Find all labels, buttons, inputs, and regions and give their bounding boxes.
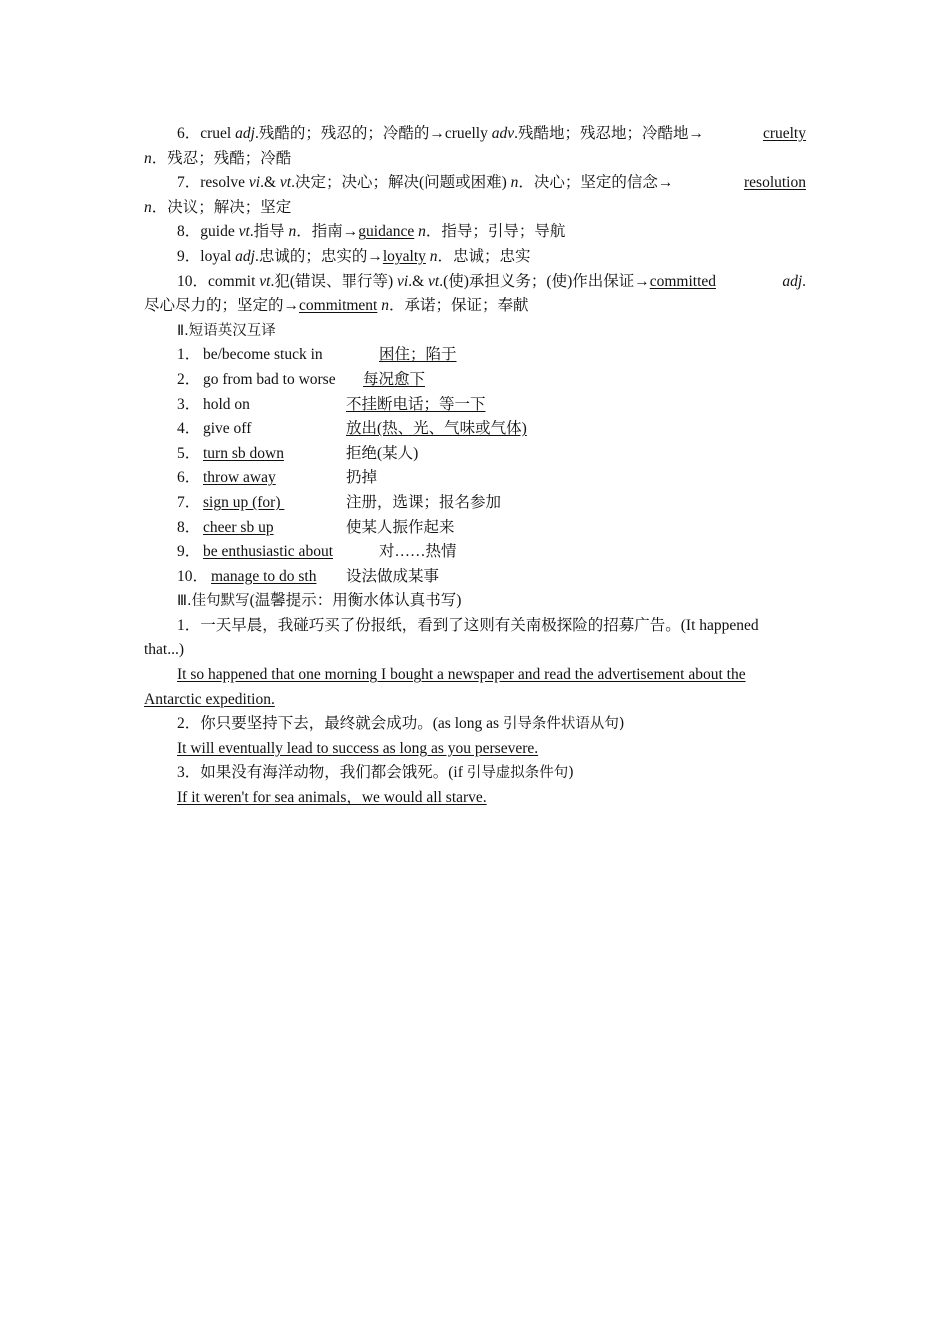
pos: vt [279, 174, 292, 192]
answer-text: It so happened that one morning I bought a newspaper and read the advertisement about the [177, 666, 746, 684]
section-3-title: Ⅲ.佳句默写 [177, 593, 250, 610]
vocab-item-7-cont [144, 196, 806, 221]
phrase-cn: 拒绝(某人) [346, 444, 419, 462]
phrase-row-10 [144, 565, 806, 590]
vocab-item-6-cont [144, 147, 806, 172]
pos: vt [238, 223, 250, 241]
sentence-2-question [144, 712, 806, 737]
phrase-cn-answer: 困住；陷于 [379, 346, 457, 364]
pos: n [144, 149, 152, 167]
phrase-row-7 [144, 491, 806, 516]
pos: vt [428, 272, 440, 290]
grammar-hint: 引导条件状语从句) [502, 716, 625, 733]
pos: vt [259, 272, 271, 290]
sentence-1-question [144, 614, 806, 639]
phrase-row-5 [144, 442, 806, 467]
item-number: 6． [177, 125, 201, 142]
answer-text: If it weren't for sea animals，we would all starve. [177, 789, 487, 807]
item-number: 5． [177, 444, 201, 462]
phrase-en: be/become stuck in [203, 346, 323, 364]
section-3-heading [144, 589, 806, 614]
grammar-hint: 引导虚拟条件句) [466, 765, 574, 782]
word: resolve [200, 174, 249, 192]
phrase-en: give off [203, 420, 252, 438]
definition: ．决议；解决；坚定 [151, 198, 292, 216]
pos: adj [235, 247, 255, 265]
vocab-item-10-cont [144, 294, 806, 319]
phrase-cn: 注册，选课；报名参加 [346, 493, 502, 511]
vocab-item-10 [144, 270, 806, 295]
definition: .残酷地；残忍地；冷酷地→ [514, 125, 705, 142]
sentence-2-answer [144, 737, 806, 762]
definition: .决定；决心；解决(问题或困难) [291, 174, 511, 192]
sentence-3-answer [144, 786, 806, 811]
item-number: 2． [177, 715, 201, 733]
answer-resolution: resolution [744, 174, 806, 192]
phrase-row-8 [144, 516, 806, 541]
phrase-cn: 扔掉 [346, 469, 378, 487]
phrase-en: go from bad to worse [203, 370, 336, 388]
pos: adj [235, 125, 255, 142]
phrase-en-answer: cheer sb up [203, 518, 274, 536]
definition: 尽心尽力的；坚定的→ [144, 297, 300, 315]
pos: n [288, 223, 297, 241]
word: loyal [200, 247, 236, 265]
item-number: 8． [177, 518, 201, 536]
item-number: 9． [177, 543, 201, 561]
item-number: 1． [177, 346, 201, 364]
vocab-item-7 [144, 171, 806, 196]
phrase-row-4 [144, 417, 806, 442]
phrase-row-6 [144, 466, 806, 491]
question-text: 你只要坚持下去，最终就会成功。(as long as [200, 715, 503, 733]
phrase-cn: 对……热情 [379, 543, 457, 561]
item-number: 10． [177, 567, 209, 585]
phrase-cn-answer: 不挂断电话；等一下 [346, 395, 486, 413]
phrase-en-answer: turn sb down [203, 444, 284, 462]
phrase-row-2 [144, 368, 806, 393]
definition: .犯(错误、罪行等) [270, 272, 398, 290]
pos: n [418, 223, 426, 241]
vocab-item-6 [144, 122, 806, 147]
pos: vi [397, 272, 409, 290]
definition: ．指导；引导；导航 [425, 223, 566, 241]
text: .& [408, 272, 429, 290]
item-number: 6． [177, 469, 201, 487]
word: commit [208, 272, 260, 290]
answer-text: Antarctic expedition. [144, 690, 275, 708]
definition: .忠诚的；忠实的→ [254, 247, 383, 265]
document-page [144, 122, 806, 811]
sentence-3-question [144, 761, 806, 786]
answer-commitment: commitment [299, 297, 378, 315]
question-text: 如果没有海洋动物，我们都会饿死。(if [200, 764, 467, 782]
phrase-en-answer: be enthusiastic about [203, 543, 333, 561]
phrase-cn-answer: 每况愈下 [363, 370, 426, 388]
item-number: 10． [177, 272, 209, 290]
section-3-tip: (温馨提示：用衡水体认真书写) [249, 592, 462, 610]
phrase-cn-answer: 放出(热、光、气味或气体) [346, 420, 527, 438]
question-text: 一天早晨，我碰巧买了份报纸，看到了这则有关南极探险的招募广告。(It happened [200, 616, 759, 634]
phrase-row-3 [144, 393, 806, 418]
definition: .(使)承担义务；(使)作出保证→ [439, 272, 650, 290]
phrase-en: hold on [203, 395, 250, 413]
phrase-en-answer: manage to do sth [211, 567, 317, 585]
item-number: 7． [177, 174, 201, 192]
pos: n [429, 247, 438, 265]
item-number: 1． [177, 616, 201, 634]
pos: adj [782, 272, 803, 290]
text: .& [260, 174, 280, 192]
item-number: 4． [177, 420, 201, 438]
definition: .指导 [249, 223, 289, 241]
definition: ．指南→ [296, 223, 359, 241]
item-number: 9． [177, 247, 201, 265]
item-number: 2． [177, 370, 201, 388]
phrase-cn: 设法做成某事 [346, 567, 440, 585]
pos: adv [491, 125, 515, 142]
section-2-heading: Ⅱ.短语英汉互译 [177, 322, 276, 339]
answer-text: It will eventually lead to success as long as you persevere. [177, 739, 539, 757]
sentence-1-answer [144, 663, 806, 688]
answer-guidance: guidance [358, 223, 415, 241]
item-number: 3． [177, 764, 201, 782]
vocab-item-8 [144, 220, 806, 245]
sentence-1-answer-cont [144, 688, 806, 713]
phrase-row-9 [144, 540, 806, 565]
item-number: 8． [177, 223, 201, 241]
definition: ．残忍；残酷；冷酷 [151, 149, 292, 167]
item-number: 3． [177, 395, 201, 413]
definition: ．忠诚；忠实 [437, 247, 531, 265]
word: cruel [200, 125, 236, 142]
phrase-en-answer: sign up (for) [203, 493, 285, 511]
answer-committed: committed [649, 272, 717, 290]
sentence-1-question-cont: that...) [144, 641, 185, 659]
answer-cruelty: cruelty [762, 125, 806, 142]
phrase-en-answer: throw away [203, 469, 276, 487]
phrase-row-1 [144, 343, 806, 368]
definition: ．决心；坚定的信念→ [518, 174, 674, 192]
word: guide [200, 223, 239, 241]
pos: vi [248, 174, 261, 192]
phrase-cn: 使某人振作起来 [346, 518, 455, 536]
vocab-item-9 [144, 245, 806, 270]
definition: .残酷的；残忍的；冷酷的→cruelly [254, 125, 492, 142]
text: . [802, 272, 806, 290]
definition: ．承诺；保证；奉献 [389, 297, 529, 315]
pos: n [144, 198, 152, 216]
pos: n [510, 174, 519, 192]
item-number: 7． [177, 493, 201, 511]
pos: n [381, 297, 389, 315]
answer-loyalty: loyalty [382, 247, 426, 265]
